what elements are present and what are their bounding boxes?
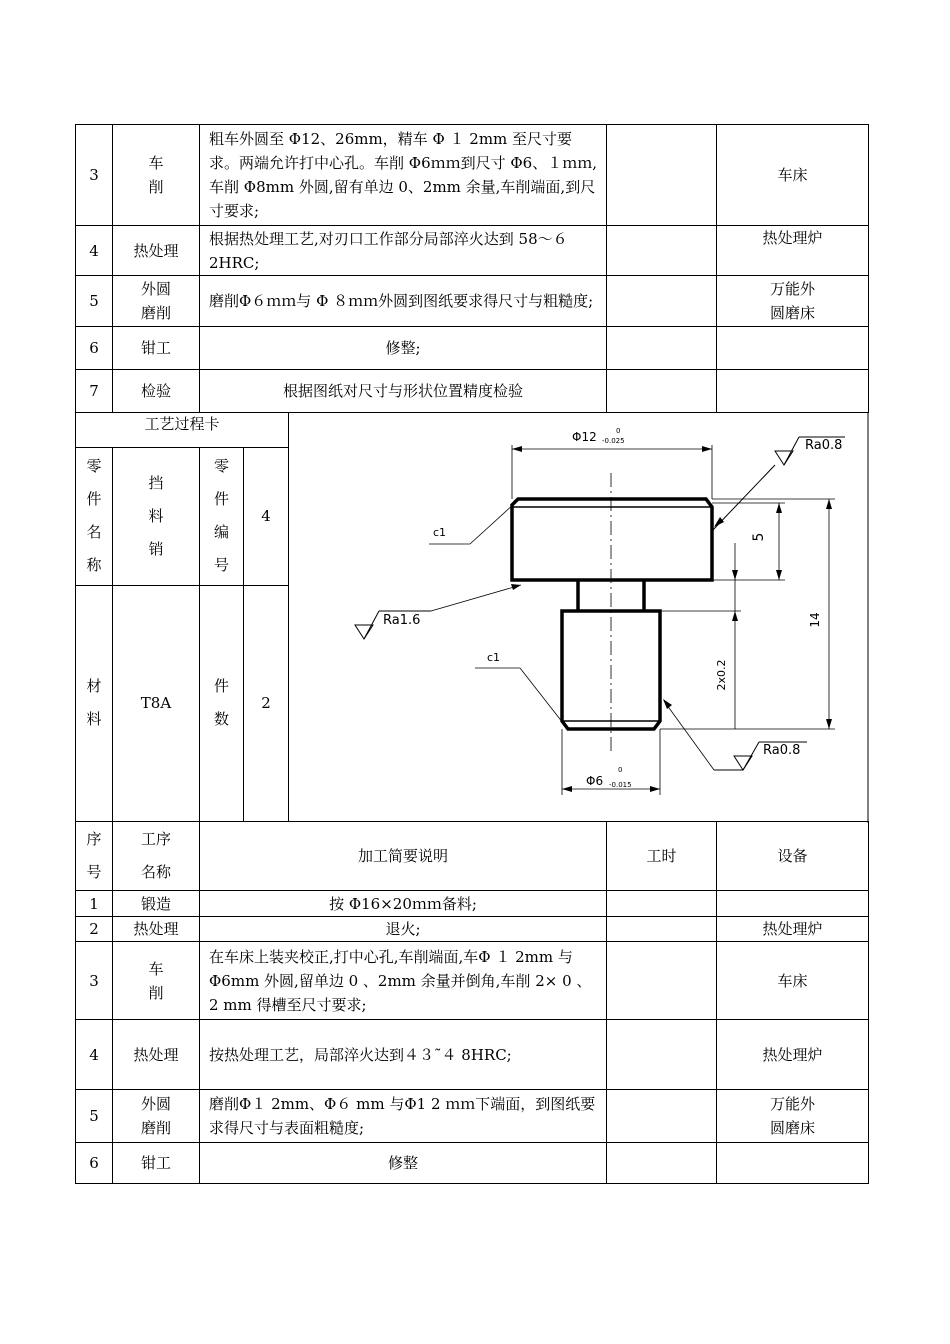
dia6-tol-lower: -0.015 [609,781,632,789]
qty-label [200,585,244,821]
step-name: 钳工 [113,1143,200,1184]
table-row [76,125,869,226]
step-equip [717,327,869,370]
card-material-row [76,585,289,821]
step-time [607,327,717,370]
step-equip [717,1143,869,1184]
header-no [76,822,113,891]
step-name-text: 车 削 [148,959,164,1002]
step-no: 3 [76,942,113,1020]
step-desc: 根据图纸对尺寸与形状位置精度检验 [200,370,607,413]
dim-14-label: 14 [808,612,822,628]
step-name [113,276,200,327]
material-label-text: 材 料 [86,677,102,728]
qty-label-text: 件 数 [213,677,229,728]
step-no: 4 [76,226,113,276]
chamfer-top-label: c1 [433,526,447,539]
part-no: 4 [244,447,289,585]
step-time [607,917,717,942]
step-desc: 按 Φ16×20ｍｍ备料; [200,891,607,917]
step-desc: 修整 [200,1143,607,1184]
step-equip: 热处理炉 [717,917,869,942]
dim-5-label: 5 [751,532,767,542]
step-no: 5 [76,276,113,327]
table-row [76,1090,869,1143]
header-time: 工时 [607,822,717,891]
qty: 2 [244,585,289,821]
part-drawing [289,413,869,823]
step-name: 检验 [113,370,200,413]
step-name: 热处理 [113,917,200,942]
dia12-tol-lower: -0.025 [602,437,625,445]
step-equip: 热处理炉 [717,1020,869,1090]
part-name [113,447,200,585]
step-equip [717,370,869,413]
dia6-tol-upper: 0 [618,766,623,774]
part-name-label [76,447,113,585]
table-row [76,276,869,327]
step-equip: 车床 [717,125,869,226]
table-row [76,917,869,942]
step-desc: 根据热处理工艺,对刃口工作部分局部淬火达到 58～６ 2HRC; [200,226,607,276]
header-name-text: 工序 名称 [140,830,171,881]
step-name-text: 外圆 磨削 [140,1095,171,1137]
step-no: 2 [76,917,113,942]
step-no: 6 [76,1143,113,1184]
step-no: 4 [76,1020,113,1090]
dia6-label: Φ6 [586,774,604,788]
part-no-label [200,447,244,585]
card-title: 工艺过程卡 [76,412,289,447]
step-no: 5 [76,1090,113,1143]
step-time [607,226,717,276]
top-process-table [75,124,869,413]
step-no: 7 [76,370,113,413]
part-name-text: 挡 料 销 [148,473,164,558]
step-name [113,942,200,1020]
step-no: 3 [76,125,113,226]
step-time [607,942,717,1020]
part-name-label-text: 零 件 名 称 [86,457,102,574]
step-time [607,125,717,226]
step-time [607,1143,717,1184]
step-equip [717,891,869,917]
step-no: 1 [76,891,113,917]
header-no-text: 序 号 [86,830,102,881]
header-name [113,822,200,891]
step-desc: 磨削Φ１ 2mm、Φ６ mm 与Φ1 2 ｍｍ下端面，到图纸要求得尺寸与表面粗糙度; [200,1090,607,1143]
card-title-row [76,412,289,447]
step-name [113,125,200,226]
header-row [76,822,869,891]
dia12-label: Φ12 [572,430,597,444]
step-desc: 退火; [200,917,607,942]
material-label [76,585,113,821]
card-part-row [76,447,289,585]
head-outline [512,499,712,580]
step-equip [717,276,869,327]
table-row [76,327,869,370]
step-desc: 在车床上装夹校正,打中心孔,车削端面,车Φ １ 2mm 与 Φ6mm 外圆,留单边 0 、2mm 余量并倒角,车削 2× 0 、 2 mm 得槽至尺寸要求; [200,942,607,1020]
step-no: 6 [76,327,113,370]
table-row [76,370,869,413]
table-row [76,1143,869,1184]
step-desc: 按热处理工艺，局部淬火达到４３˜４ 8HRC; [200,1020,607,1090]
table-row [76,1020,869,1090]
step-equip: 热处理炉 [717,226,869,276]
step-equip-text: 万能外 圆磨床 [769,280,815,322]
material: T8A [113,585,200,821]
step-desc: 磨削Φ６ｍｍ与 Φ ８ｍｍ外圆到图纸要求得尺寸与粗糙度; [200,276,607,327]
step-name-text: 车 削 [148,154,164,196]
step-name-text: 外圆 磨削 [140,280,171,322]
chamfer-bottom-label: c1 [487,651,501,664]
step-name [113,1090,200,1143]
step-time [607,276,717,327]
step-desc: 修整; [200,327,607,370]
process-card-info [75,412,289,822]
ra-bottom-label: Ra0.8 [763,743,801,758]
step-desc: 粗车外圆至 Φ12、26mm，精车 Φ １ 2mm 至尺寸要求。两端允许打中心孔。车削 Φ6ｍｍ到尺寸 Φ6、１ｍｍ,车削 Φ8mm 外圆,留有单边 0、2mm 余量,车削端面,到尺寸要求; [200,125,607,226]
ra-left-label: Ra1.6 [383,613,421,628]
step-equip-text: 万能外 圆磨床 [769,1095,815,1137]
groove-label: 2x0.2 [715,659,728,691]
table-row [76,942,869,1020]
step-time [607,1020,717,1090]
step-name: 钳工 [113,327,200,370]
header-desc: 加工简要说明 [200,822,607,891]
ra-top-label: Ra0.8 [805,438,843,453]
step-equip: 车床 [717,942,869,1020]
header-equip: 设备 [717,822,869,891]
step-time [607,370,717,413]
step-name: 热处理 [113,226,200,276]
dia12-tol-upper: 0 [616,427,621,435]
step-time [607,1090,717,1143]
step-name: 锻造 [113,891,200,917]
table-row [76,226,869,276]
step-name: 热处理 [113,1020,200,1090]
part-no-label-text: 零 件 编 号 [213,457,229,574]
step-time [607,891,717,917]
step-equip [717,1090,869,1143]
bottom-process-table [75,821,869,1184]
table-row [76,891,869,917]
